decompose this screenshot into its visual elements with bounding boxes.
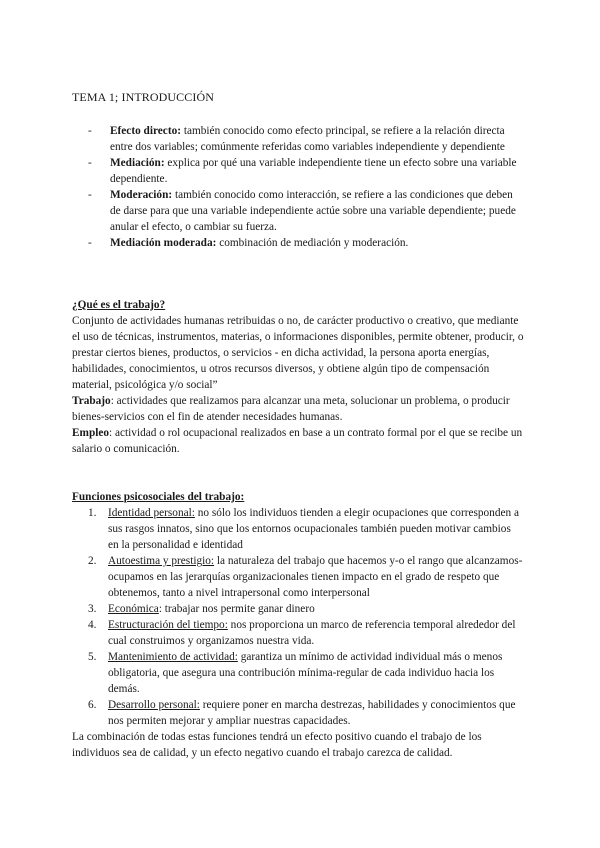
bullet-dash: -: [88, 157, 92, 169]
function-term: Desarrollo personal:: [108, 699, 200, 711]
list-item: [72, 505, 524, 553]
item-number: 6.: [88, 699, 97, 711]
list-item: [72, 601, 524, 617]
bullet-dash: -: [88, 237, 92, 249]
bullet-dash: -: [88, 125, 92, 137]
conclusion-paragraph: La combinación de todas estas funciones tendrá un efecto positivo cuando el trabajo de los individuos sea de calidad, y un efecto negativo cuando el trabajo carezca de calidad.: [72, 731, 482, 759]
term-efecto-directo: Efecto directo:: [110, 125, 181, 137]
function-text: requiere poner en marcha destrezas, habilidades y conocimientos que nos permiten mejorar y ampliar nuestras capacidades.: [108, 699, 516, 727]
item-number: 3.: [88, 603, 97, 615]
item-number: 2.: [88, 555, 97, 567]
function-text: la naturaleza del trabajo que hacemos y-o el rango que alcanzamos-ocupamos en las jerarquías organizacionales tienen impacto en el grado de respeto que obtenemos, tanto a nivel intrapersonal como interpersonal: [108, 555, 523, 599]
list-item: [72, 553, 524, 601]
list-item: [72, 697, 524, 729]
definition-text: : actividad o rol ocupacional realizados en base a un contrato formal por el que se recibe un salario o comunicación.: [72, 427, 523, 455]
definitions-list: [72, 123, 522, 251]
empleo-definition: [72, 425, 524, 457]
term-moderacion: Moderación:: [110, 189, 173, 201]
function-term: Estructuración del tiempo:: [108, 619, 228, 631]
item-number: 5.: [88, 651, 97, 663]
definition-text: combinación de mediación y moderación.: [216, 237, 409, 249]
function-text: nos proporciona un marco de referencia temporal alrededor del cual construimos y organizamos nuestra vida.: [108, 619, 516, 647]
funciones-list: [72, 505, 524, 729]
section-heading: Funciones psicosociales del trabajo:: [72, 491, 245, 503]
function-term: Identidad personal:: [108, 507, 195, 519]
item-number: 4.: [88, 619, 97, 631]
definition-text: también conocido como efecto principal, se refiere a la relación directa entre dos variables; comúnmente referidas como variables independiente y dependiente: [110, 125, 505, 153]
bullet-dash: -: [88, 189, 92, 201]
function-text: garantiza un mínimo de actividad individual más o menos obligatoria, que asegura una contribución mínima-regular de cada individuo hacia los demás.: [108, 651, 503, 695]
function-term: Mantenimiento de actividad:: [108, 651, 238, 663]
section-heading: ¿Qué es el trabajo?: [72, 299, 166, 311]
document-title: TEMA 1; INTRODUCCIÓN: [72, 90, 214, 104]
function-term: Autoestima y prestigio:: [108, 555, 215, 567]
function-text: : trabajar nos permite ganar dinero: [158, 603, 315, 615]
definition-text: explica por qué una variable independiente tiene un efecto sobre una variable dependiente.: [110, 157, 517, 185]
list-item: [72, 123, 522, 155]
list-item: [72, 187, 522, 235]
list-item: [72, 617, 524, 649]
item-number: 1.: [88, 507, 97, 519]
term-empleo: Empleo: [72, 427, 110, 439]
function-text: no sólo los individuos tienden a elegir ocupaciones que corresponden a sus rasgos innatos, sino que los entornos ocupacionales también pueden motivar cambios en la personalidad e identidad: [108, 507, 519, 551]
term-mediacion-moderada: Mediación moderada:: [110, 237, 217, 249]
list-item: [72, 649, 524, 697]
definition-text: también conocido como interacción, se refiere a las condiciones que deben de darse para que una variable independiente actúe sobre una variable dependiente; puede anular el efecto, o cambiar su fuerza.: [110, 189, 516, 233]
list-item: [72, 235, 522, 251]
definition-text: : actividades que realizamos para alcanzar una meta, solucionar un problema, o producir bienes-servicios con el fin de atender necesidades humanas.: [72, 395, 510, 423]
trabajo-intro: Conjunto de actividades humanas retribuidas o no, de carácter productivo o creativo, que mediante el uso de técnicas, instrumentos, materias, o informaciones disponibles, permite obtener, producir, o prestar ciertos bienes, productos, o servicios - en dicha actividad, la persona aporta energías, habilidades, conocimientos, u otros recursos diversos, y obtiene algún tipo de compensación material, psicológica y/o social”: [72, 315, 524, 391]
list-item: [72, 155, 522, 187]
section-trabajo: [72, 297, 524, 457]
term-mediacion: Mediación:: [110, 157, 165, 169]
section-funciones: [72, 489, 524, 761]
function-term: Económica: [108, 603, 159, 615]
trabajo-definition: [72, 393, 524, 425]
term-trabajo: Trabajo: [72, 395, 111, 407]
